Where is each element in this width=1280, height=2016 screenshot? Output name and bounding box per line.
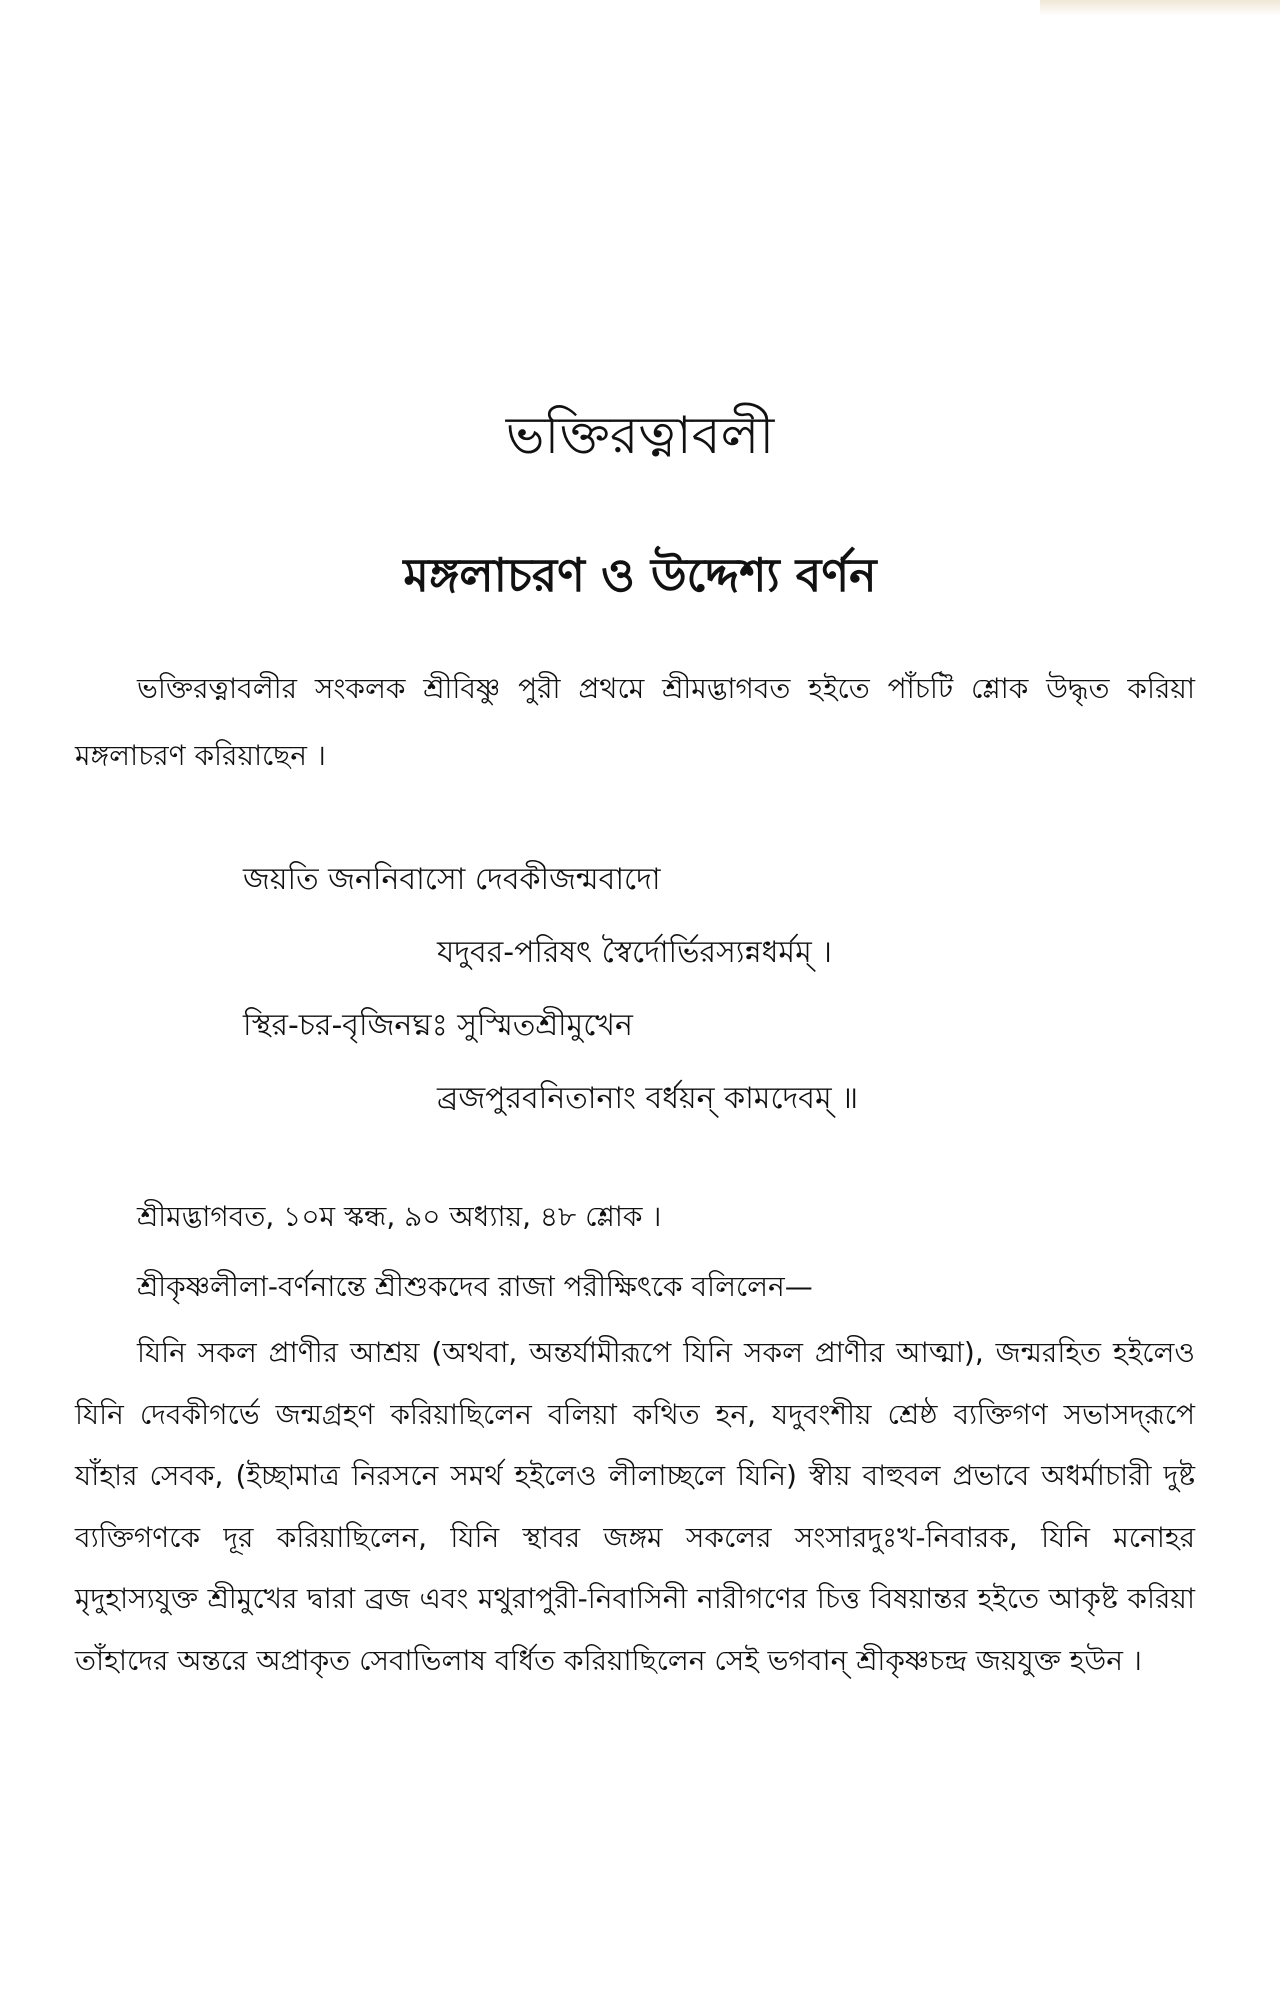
chapter-title: মঙ্গলাচরণ ও উদ্দেশ্য বর্ণন: [403, 548, 877, 602]
lead-in-line: শ্রীকৃষ্ণলীলা-বর্ণনান্তে শ্রীশুকদেব রাজা পরীক্ষিৎকে বলিলেন—: [137, 1270, 813, 1303]
verse-line-4: ব্রজপুরবনিতানাং বর্ধয়ন্ কামদেবম্ ॥: [437, 1081, 859, 1116]
verse-line-2: যদুবর-পরিষৎ স্বৈর্দোর্ভিরস্যন্নধর্মম্ ।: [437, 935, 833, 970]
translation-paragraph: যিনি সকল প্রাণীর আশ্রয় (অথবা, অন্তর্যামীরূপে যিনি সকল প্রাণীর আত্মা), জন্মরহিত হইলেও যিনি দেবকীগর্ভে জন্মগ্রহণ করিয়াছিলেন বলিয়া কথিত হন, যদুবংশীয় শ্রেষ্ঠ ব্যক্তিগণ সভাসদ্‌রূপে যাঁহার সেবক, (ইচ্ছামাত্র নিরসনে সমর্থ হইলেও লীলাচ্ছলে যিনি) স্বীয় বাহুবল প্রভাবে অধর্মাচারী দুষ্ট ব্যক্তিগণকে দূর করিয়াছিলেন, যিনি স্থাবর জঙ্গম সকলের সংসারদুঃখ-নিবারক, যিনি মনোহর মৃদুহাস্যযুক্ত শ্রীমুখের দ্বারা ব্রজ এবং মথুরাপুরী-নিবাসিনী নারীগণের চিত্ত বিষয়ান্তর হইতে আকৃষ্ট করিয়া তাঁহাদের অন্তরে অপ্রাকৃত সেবাভিলাষ বর্ধিত করিয়াছিলেন সেই ভগবান্ শ্রীকৃষ্ণচন্দ্র জয়যুক্ত হউন ।: [75, 1336, 1195, 1677]
book-title: ভক্তিরত্নাবলী: [505, 406, 775, 466]
verse-citation: শ্রীমদ্ভাগবত, ১০ম স্কন্ধ, ৯০ অধ্যায়, ৪৮ শ্লোক ।: [137, 1200, 662, 1233]
verse-line-1: জয়তি জননিবাসো দেবকীজন্মবাদো: [243, 862, 661, 897]
intro-paragraph: ভক্তিরত্নাবলীর সংকলক শ্রীবিষ্ণু পুরী প্রথমে শ্রীমদ্ভাগবত হইতে পাঁচটি শ্লোক উদ্ধৃত করিয়া মঙ্গলাচরণ করিয়াছেন ।: [75, 672, 1195, 772]
verse-line-3: স্থির-চর-বৃজিনঘ্নঃ সুস্মিতশ্রীমুখেন: [243, 1008, 633, 1043]
